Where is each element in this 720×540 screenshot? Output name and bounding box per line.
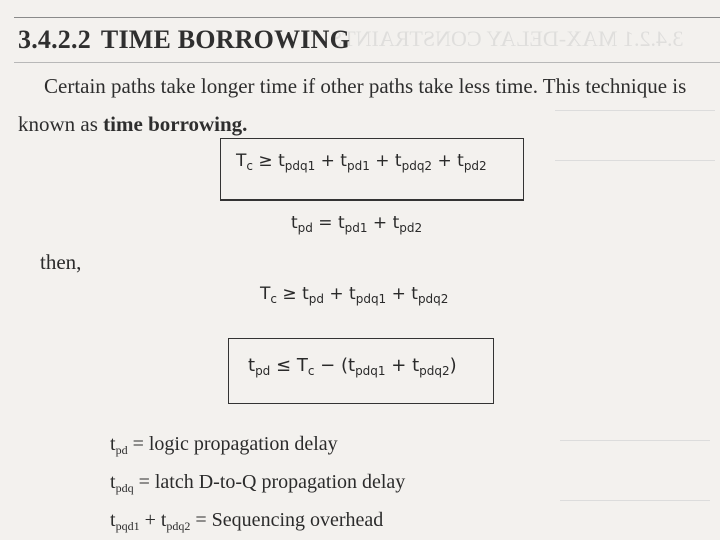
- def-symbol-sub: pdq2: [166, 519, 191, 533]
- eq3-term-sub: pdq1: [355, 292, 387, 306]
- equation-1: $T_c \ge t_{pdq1} + t_{pd1} + t_{pdq2} + t_{pd2}$: [236, 151, 487, 173]
- eq4-op: ≤: [270, 355, 297, 376]
- bleed-line: [560, 500, 710, 501]
- eq1-term-sub: pd1: [346, 159, 370, 173]
- eq1-term: t: [457, 151, 464, 171]
- definition-sequencing-overhead: [110, 509, 383, 534]
- section-title: TIME BORROWING: [100, 25, 351, 54]
- equation-2: $t_{pd} = t_{pd1} + t_{pd2}$: [291, 213, 423, 235]
- bleed-through-text: 3.4.2.1 MAX-DELAY CONSTRAINTS: [330, 26, 684, 51]
- eq4-term-sub: pdq2: [419, 364, 450, 378]
- eq4-T: T: [296, 355, 308, 376]
- eq4-minus: − (: [314, 355, 348, 376]
- def-symbol: t: [110, 471, 116, 493]
- def-symbol-sub: pdq: [115, 481, 134, 495]
- eq4-lhs: t: [248, 355, 256, 376]
- eq1-term: t: [278, 151, 285, 171]
- def-symbol: t: [110, 509, 116, 531]
- term-time-borrowing: time borrowing.: [103, 112, 248, 136]
- eq4-term-sub: pdq1: [355, 364, 386, 378]
- eq3-term: t: [349, 284, 356, 304]
- paragraph-line-2: [18, 112, 247, 137]
- eq2-op: =: [312, 213, 338, 233]
- eq3-op: ≥: [277, 284, 303, 304]
- eq1-term-sub: pd2: [463, 159, 487, 173]
- def-symbol-sub: pd: [115, 443, 128, 457]
- eq4-term: t: [348, 355, 356, 376]
- def-symbol: t: [160, 509, 167, 531]
- eq4-term: t: [412, 355, 420, 376]
- eq3-term-sub: pdq2: [417, 292, 449, 306]
- bleed-line: [555, 160, 715, 161]
- eq4-T-sub: c: [307, 364, 315, 378]
- def-symbol: t: [110, 433, 116, 455]
- equation-4: $t_{pd} \le T_c - (t_{pdq1} + t_{pdq2})$: [248, 355, 457, 378]
- eq1-term: t: [340, 151, 347, 171]
- definition-tpd: [110, 433, 338, 458]
- eq3-lhs: T: [260, 284, 271, 304]
- eq1-term-sub: pdq2: [401, 159, 433, 173]
- eq1-op: ≥: [253, 151, 279, 171]
- heading-underline: [14, 62, 720, 63]
- def-text: = Sequencing overhead: [190, 509, 384, 531]
- eq1-term-sub: pdq1: [284, 159, 316, 173]
- eq3-term-sub: pd: [308, 292, 324, 306]
- def-plus: +: [139, 509, 161, 531]
- def-symbol-sub: pqd1: [115, 519, 140, 533]
- section-heading: [18, 25, 350, 55]
- equation-3: $T_c \ge t_{pd} + t_{pdq1} + t_{pdq2}$: [260, 284, 449, 306]
- eq2-lhs-sub: pd: [297, 221, 313, 235]
- eq2-lhs: t: [291, 213, 298, 233]
- eq4-close: ): [449, 355, 457, 376]
- section-number: 3.4.2.2: [18, 25, 91, 54]
- eq3-lhs-sub: c: [270, 292, 277, 306]
- then-label: then,: [40, 250, 82, 274]
- eq2-term-sub: pd1: [344, 221, 368, 235]
- top-rule: [14, 17, 720, 18]
- def-text: = logic propagation delay: [127, 433, 338, 455]
- paragraph-line-1: Certain paths take longer time if other paths take less time. This technique is: [44, 74, 687, 98]
- eq1-lhs: T: [236, 151, 247, 171]
- bleed-line: [560, 440, 710, 441]
- def-text: = latch D-to-Q propagation delay: [133, 471, 406, 493]
- eq2-term: t: [337, 213, 345, 233]
- bleed-line: [555, 110, 715, 111]
- eq1-lhs-sub: c: [246, 159, 253, 173]
- eq2-term: t: [392, 213, 400, 233]
- eq3-term: t: [302, 284, 309, 304]
- eq4-lhs-sub: pd: [255, 364, 271, 378]
- eq2-term-sub: pd2: [399, 221, 423, 235]
- definition-tpdq: [110, 471, 405, 496]
- eq3-term: t: [411, 284, 418, 304]
- eq1-term: t: [394, 151, 402, 171]
- paragraph-prefix: known as: [18, 112, 104, 136]
